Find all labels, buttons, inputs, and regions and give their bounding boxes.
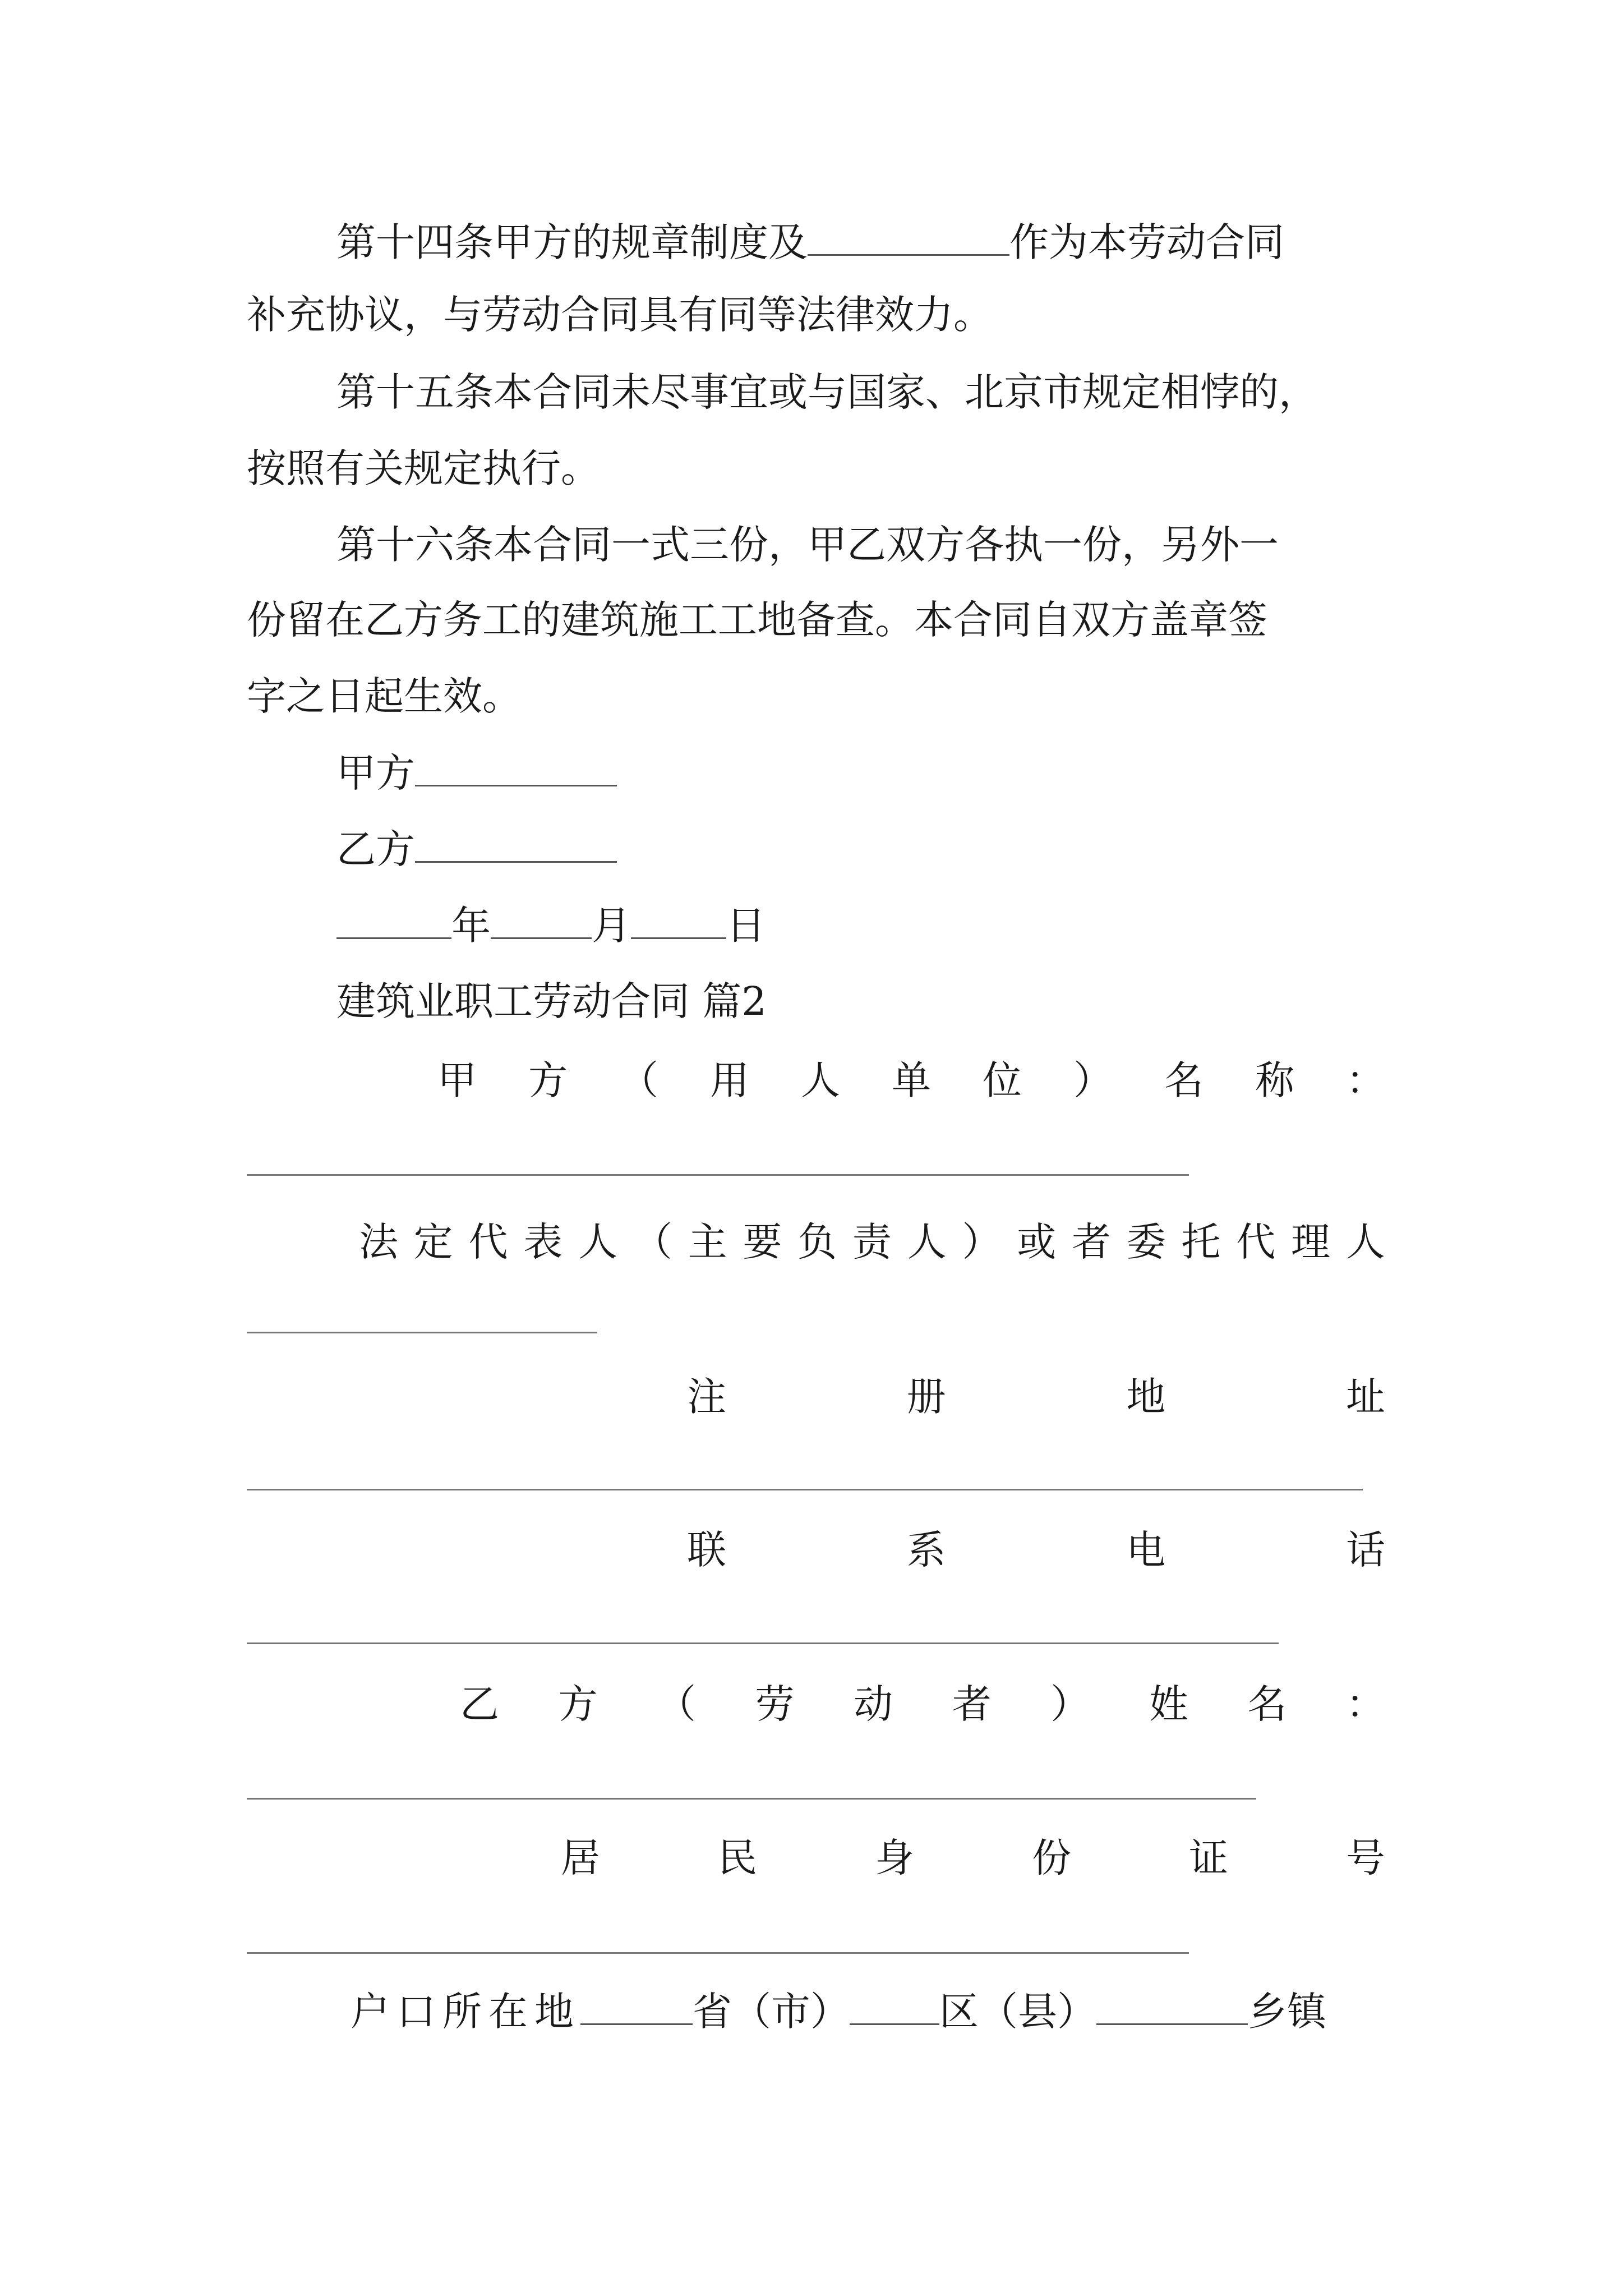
char: 注 bbox=[687, 1374, 726, 1420]
party-b-signature bbox=[336, 822, 617, 876]
day-label: 日 bbox=[726, 903, 766, 949]
char: 人 bbox=[1345, 1219, 1385, 1265]
char: 人 bbox=[801, 1057, 840, 1103]
party-a-label: 甲方 bbox=[336, 750, 415, 796]
char: 代 bbox=[1236, 1219, 1276, 1265]
char: ） bbox=[962, 1219, 1002, 1265]
char: 话 bbox=[1345, 1527, 1385, 1573]
blank-field bbox=[1096, 1984, 1248, 2025]
char: 法 bbox=[359, 1219, 398, 1265]
char: 者 bbox=[1071, 1219, 1111, 1265]
article-16-line-3: 字之日起生效。 bbox=[247, 673, 522, 719]
char: （ bbox=[657, 1681, 697, 1727]
char: 托 bbox=[1181, 1219, 1221, 1265]
char: 者 bbox=[952, 1681, 992, 1727]
char: 身 bbox=[875, 1835, 914, 1881]
char: 份 bbox=[1032, 1835, 1071, 1881]
char: 地 bbox=[1126, 1374, 1166, 1420]
char: 电 bbox=[1126, 1527, 1166, 1573]
blank-field bbox=[850, 1984, 939, 2025]
article-15-line-2: 按照有关规定执行。 bbox=[247, 445, 600, 491]
blank-field bbox=[415, 746, 617, 786]
char: 负 bbox=[797, 1219, 837, 1265]
party-b-label: 乙方 bbox=[336, 826, 415, 872]
char: 址 bbox=[1345, 1374, 1385, 1420]
char: ） bbox=[1050, 1681, 1090, 1727]
char: 甲 bbox=[437, 1057, 477, 1103]
char: 理 bbox=[1291, 1219, 1331, 1265]
char: 号 bbox=[1346, 1835, 1385, 1881]
address-blank bbox=[247, 1489, 1363, 1490]
province-label: 省（市） bbox=[693, 1989, 850, 2035]
char: 或 bbox=[1017, 1219, 1057, 1265]
char: 委 bbox=[1126, 1219, 1166, 1265]
id-number-blank bbox=[247, 1952, 1189, 1954]
char: 方 bbox=[558, 1681, 598, 1727]
article-16-line-2: 份留在乙方务工的建筑施工工地备查。本合同自双方盖章签 bbox=[247, 597, 1267, 643]
article-16-line-1: 第十六条本合同一式三份，甲乙双方各执一份，另外一 bbox=[336, 522, 1279, 568]
worker-name-label bbox=[460, 1677, 1385, 1731]
article-14-text-cont: 作为本劳动合同 bbox=[1009, 219, 1284, 265]
char: 代 bbox=[468, 1219, 508, 1265]
char: 名 bbox=[1247, 1681, 1287, 1727]
char: 姓 bbox=[1149, 1681, 1188, 1727]
party-a-signature bbox=[336, 746, 617, 800]
legal-rep-label bbox=[359, 1215, 1385, 1269]
blank-field bbox=[631, 898, 726, 939]
legal-rep-blank bbox=[247, 1332, 597, 1333]
employer-name-blank bbox=[247, 1174, 1189, 1176]
id-number-label bbox=[561, 1831, 1385, 1885]
phone-blank bbox=[247, 1642, 1279, 1644]
char: 人 bbox=[578, 1219, 618, 1265]
worker-name-blank bbox=[247, 1798, 1256, 1800]
char: ： bbox=[1345, 1681, 1385, 1727]
address-label bbox=[687, 1370, 1385, 1424]
blank-field bbox=[491, 898, 592, 939]
char: 要 bbox=[743, 1219, 782, 1265]
hukou-label: 户口所在地 bbox=[351, 1989, 580, 2035]
employer-name-label bbox=[437, 1053, 1385, 1107]
blank-field bbox=[580, 1984, 693, 2025]
article-15-line-1: 第十五条本合同未尽事宜或与国家、北京市规定相悖的， bbox=[336, 369, 1318, 415]
char: 责 bbox=[852, 1219, 892, 1265]
char: 联 bbox=[687, 1527, 726, 1573]
article-14-line-1 bbox=[336, 215, 1284, 269]
char: 定 bbox=[413, 1219, 453, 1265]
section-2-title: 建筑业职工劳动合同 篇2 bbox=[336, 978, 767, 1024]
char: 居 bbox=[561, 1835, 600, 1881]
char: 主 bbox=[688, 1219, 727, 1265]
char: （ bbox=[619, 1057, 658, 1103]
char: 民 bbox=[718, 1835, 757, 1881]
char: 劳 bbox=[755, 1681, 795, 1727]
blank-field bbox=[336, 898, 451, 939]
char: 称 bbox=[1255, 1057, 1294, 1103]
article-14-text: 第十四条甲方的规章制度及 bbox=[336, 219, 808, 265]
char: 用 bbox=[710, 1057, 749, 1103]
char: 册 bbox=[906, 1374, 946, 1420]
char: 证 bbox=[1189, 1835, 1228, 1881]
signature-date bbox=[336, 898, 766, 953]
month-label: 月 bbox=[592, 903, 631, 949]
char: ： bbox=[1346, 1057, 1385, 1103]
char: 方 bbox=[528, 1057, 568, 1103]
char: 位 bbox=[983, 1057, 1022, 1103]
char: 表 bbox=[523, 1219, 563, 1265]
town-label: 乡镇 bbox=[1248, 1989, 1326, 2035]
char: 名 bbox=[1164, 1057, 1204, 1103]
char: 乙 bbox=[460, 1681, 499, 1727]
char: 动 bbox=[854, 1681, 893, 1727]
district-label: 区（县） bbox=[939, 1989, 1096, 2035]
char: 人 bbox=[907, 1219, 947, 1265]
char: （ bbox=[633, 1219, 672, 1265]
char: 系 bbox=[906, 1527, 946, 1573]
char: 单 bbox=[892, 1057, 931, 1103]
article-14-line-2: 补充协议，与劳动合同具有同等法律效力。 bbox=[247, 292, 993, 338]
phone-label bbox=[687, 1523, 1385, 1577]
year-label: 年 bbox=[451, 903, 491, 949]
blank-field bbox=[808, 215, 1009, 256]
hukou-line bbox=[351, 1984, 1326, 2039]
blank-field bbox=[415, 822, 617, 863]
char: ） bbox=[1073, 1057, 1113, 1103]
